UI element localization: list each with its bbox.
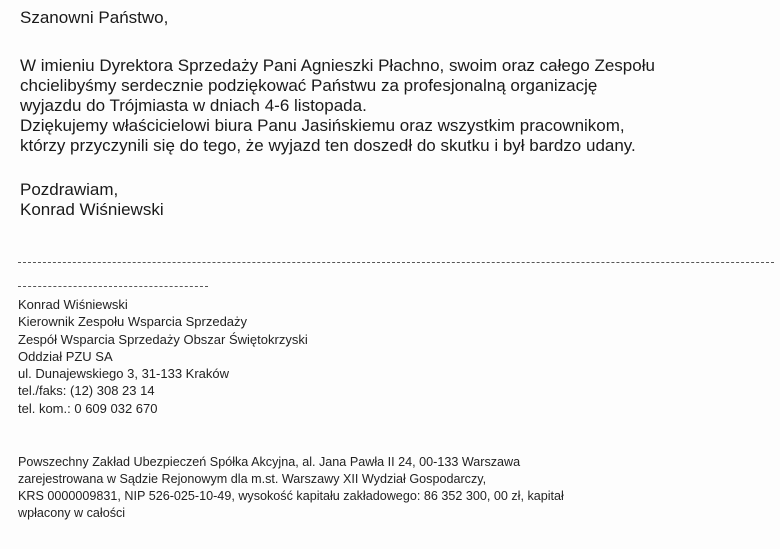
dashed-separator-short [18,286,208,287]
letter-body [20,8,775,220]
signature-phone: tel./faks: (12) 308 23 14 [18,383,155,399]
letter-greeting: Szanowni Państwo, [20,8,169,27]
signature-name: Konrad Wiśniewski [18,297,128,312]
paragraph-line: chcielibyśmy serdecznie podziękować Państwu za profesjonalną organizację [20,76,598,95]
email-signature [18,296,308,417]
signature-title: Kierownik Zespołu Wsparcia Sprzedaży [18,314,248,330]
footer-line: Powszechny Zakład Ubezpieczeń Spółka Akcyjna, al. Jana Pawła II 24, 00-133 Warszawa [18,455,521,469]
signer-name: Konrad Wiśniewski [20,200,164,219]
paragraph-line: którzy przyczynili się do tego, że wyjazd ten doszedł do skutku i był bardzo udany. [20,136,636,155]
letter-paragraph [20,56,775,156]
paragraph-line: Dziękujemy właścicielowi biura Panu Jasińskiemu oraz wszystkim pracownikom, [20,116,625,135]
footer-line: zarejestrowana w Sądzie Rejonowym dla m.st. Warszawy XII Wydział Gospodarczy, [18,472,487,486]
closing-phrase: Pozdrawiam, [20,180,119,199]
dashed-separator [18,262,774,263]
company-legal-footer [18,454,564,522]
signature-team: Zespół Wsparcia Sprzedaży Obszar Świętokrzyski [18,331,308,347]
signature-branch: Oddział PZU SA [18,348,113,364]
letter-closing [20,180,775,220]
signature-mobile: tel. kom.: 0 609 032 670 [18,400,158,416]
paragraph-line: W imieniu Dyrektora Sprzedaży Pani Agnieszki Płachno, swoim oraz całego Zespołu [20,56,655,75]
footer-line: KRS 0000009831, NIP 526-025-10-49, wysokość kapitału zakładowego: 86 352 300, 00 zł, kapitał [18,489,564,503]
signature-address: ul. Dunajewskiego 3, 31-133 Kraków [18,366,230,382]
footer-line: wpłacony w całości [18,506,126,520]
paragraph-line: wyjazdu do Trójmiasta w dniach 4-6 listopada. [20,96,367,115]
